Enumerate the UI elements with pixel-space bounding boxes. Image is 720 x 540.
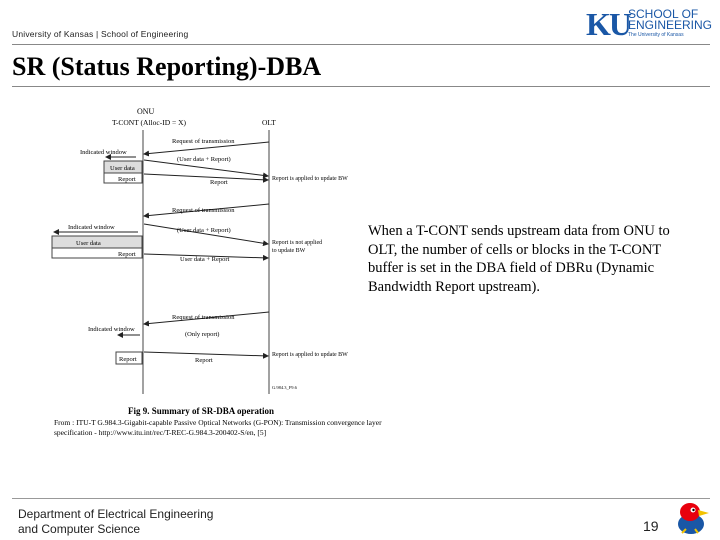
header-rule (12, 44, 710, 45)
slide-description: When a T-CONT sends upstream data from ONU to OLT, the number of cells or blocks in the T-CONT buffer is set in the DBA field of DBRu (Dynamic Bandwidth Report upstream). (368, 223, 670, 295)
report-text-2: User data + Report (180, 256, 230, 263)
user-data-label-2: User data (76, 240, 101, 247)
request-label-1: Request of transmission (172, 138, 235, 145)
report-arrow-1 (144, 174, 268, 180)
report-not-applied-b: to update BW (272, 248, 306, 254)
figure-source: From : ITU-T G.984.3-Gigabit-capable Passive Optical Networks (G-PON): Transmission convergence layer specification - http://www.itu.int/rec/T-REC-G.984.3-200402-S/en, [5] (54, 418, 382, 437)
sr-dba-sequence-diagram (40, 104, 380, 404)
onu-label: ONU (137, 107, 155, 116)
report-label-2: Report (118, 251, 136, 258)
user-data-label-1: User data (110, 165, 135, 172)
report-text-1: Report (210, 179, 228, 186)
tcont-label: T-CONT (Alloc-ID = X) (112, 118, 187, 127)
footer-dept-line2: and Computer Science (18, 522, 141, 536)
figure-id: G.984.3_F9.6 (272, 385, 297, 390)
logo-ku-letters: KU (586, 6, 630, 42)
university-header: University of Kansas | School of Engineering (12, 29, 189, 39)
report-label-1: Report (118, 176, 136, 183)
footer-department (18, 507, 213, 537)
logo-line1: SCHOOL OF (628, 7, 699, 21)
report-applied-1: Report is applied to update BW (272, 176, 348, 182)
indicated-window-2: Indicated window (68, 224, 115, 231)
report-applied-3: Report is applied to update BW (272, 352, 348, 358)
olt-label: OLT (262, 118, 276, 127)
ku-engineering-logo (586, 6, 713, 42)
figure-caption: Fig 9. Summary of SR-DBA operation (128, 406, 274, 416)
footer-dept-line1: Department of Electrical Engineering (18, 507, 214, 521)
upstream-label-2: (User data + Report) (177, 227, 231, 234)
only-report-label: (Only report) (185, 331, 220, 338)
indicated-window-1: Indicated window (80, 149, 127, 156)
request-label-3: Request of transmission (172, 314, 235, 321)
page-number: 19 (643, 518, 659, 534)
report-label-3: Report (119, 356, 137, 363)
logo-school-text (628, 9, 712, 31)
jayhawk-mascot-icon (670, 500, 712, 536)
report-text-3: Report (195, 357, 213, 364)
logo-subtitle: The University of Kansas (628, 32, 684, 38)
upstream-label-1: (User data + Report) (177, 156, 231, 163)
title-rule (12, 86, 710, 87)
logo-line2: ENGINEERING (628, 18, 713, 32)
slide-title: SR (Status Reporting)-DBA (12, 52, 322, 81)
indicated-window-3: Indicated window (88, 326, 135, 333)
footer-rule (12, 498, 710, 499)
report-arrow-3 (144, 352, 268, 356)
report-not-applied-a: Report is not applied (272, 240, 323, 246)
request-label-2: Request of transmission (172, 207, 235, 214)
